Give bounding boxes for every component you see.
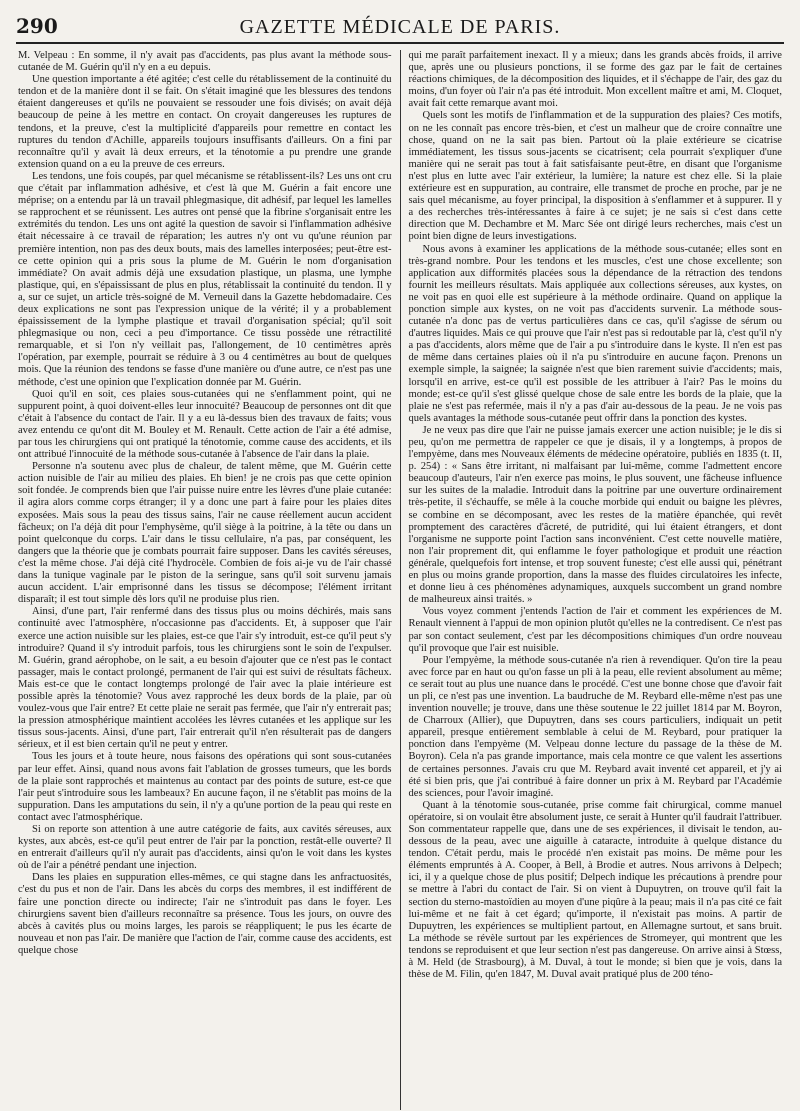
right-column [401,50,785,1110]
paragraph: Quoi qu'il en soit, ces plaies sous-cutanées qui ne s'enflamment point, qui ne suppurent point, à quoi doivent-elles leur innocuité? Beaucoup de personnes ont dit que c'était à l'absence du contact de l'air. Il y a eu là-dessus bien des travaux de faits; vous avez entendu ce qu'ont dit M. Bouley et M. Renault. Cette action de l'air a été admise, par tous les chirurgiens qui ont pratiqué la ténotomie, comme cause des accidents, et ils ont attribué l'innocuité de la méthode sous-cutanée à l'absence de l'air dans la plaie. [18,388,392,461]
paragraph: M. Velpeau : En somme, il n'y avait pas d'accidents, pas plus avant la méthode sous-cutanée de M. Guérin qu'il n'y en a eu depuis. [18,50,392,74]
paragraph: Les tendons, une fois coupés, par quel mécanisme se rétablissent-ils? Les uns ont cru que c'était par inflammation adhésive, et c'est là que M. Guérin a fait encore une méprise; on a entendu par là un travail phlegmasique, dit adhésif, par lequel les lamelles se rapprochent et se réunissent. Les autres ont pensé que la fibrine s'organisait entre les extrémités du tendon. Les uns ont agité la question de savoir si l'inflammation adhésive était nécessaire à ce travail de réparation; les autres n'y ont vu qu'une réunion par première intention, non pas des deux bouts, mais des lamelles interposées; peut-être est-ce cette opinion qui a pris sous la plume de M. Guérin le nom d'organisation immédiate? On avait admis déjà une exsudation plastique, un plasma, une lymphe plastique, qui, en s'épaississant de plus en plus, rétablissait la continuité du tendon. Il y a, sur ce sujet, un article très-soigné de M. Verneuil dans la Gazette hebdomadaire. Ces deux explications ne sont pas l'expression unique de la vérité; il y a probablement épaississement de la lymphe plastique et travail d'organisation spécial; qu'il soit phlegmasique ou non, ceci a peu d'importance. Ce tissu possède une rétractilité remarquable, et si l'on n'y veillait pas, l'allongement, de 10 centimètres après l'opération, par exemple, pourrait se réduire à 3 ou 4 centimètres au bout de quelques mois. Que la réunion des tendons se fasse d'une manière ou d'une autre, ce n'est pas une méthode, c'est une opinion que l'explication donnée par M. Guérin. [18,170,392,388]
article-columns [16,50,784,1110]
paragraph: Tous les jours et à toute heure, nous faisons des opérations qui sont sous-cutanées par leur effet. Ainsi, quand nous avons fait l'ablation de grosses tumeurs, que les bords de la plaie sont rapprochés et maintenus au contact par des points de suture, est-ce que l'air peut s'introduire sous les lambeaux? En aucune façon, il ne s'établit pas moins de la suppuration. Dans les amputations du sein, il n'y a qu'une portion de la peau qui reste en contact avec l'atmosphérique. [18,751,392,823]
paragraph: Si on reporte son attention à une autre catégorie de faits, aux cavités séreuses, aux kystes, aux abcès, est-ce qu'il peut entrer de l'air par la ponction, restât-elle ouverte? Il en entrerait d'ailleurs qu'il n'y aurait pas d'accidents, ainsi qu'on le voit dans les kystes où de l'air a pénétré pendant une injection. [18,824,392,872]
paragraph: Je ne veux pas dire que l'air ne puisse jamais exercer une action nuisible; je le dis si peu, qu'on me permettra de rappeler ce que je disais, il y a longtemps, à propos de l'empyème, dans mes Nouveaux éléments de médecine opératoire, publiés en 1835 (t. II, p. 254) : « Sans être irritant, ni malfaisant par lui-même, comme l'admettent encore beaucoup d'auteurs, l'air n'en exerce pas moins, le plus souvent, une fâcheuse influence sur les suites de la maladie. Introduit dans la poitrine par une ouverture ordinairement très-petite, il s'échauffe, se mêle à la couche morbide qui enduit ou baigne les plèvres, se combine en se décomposant, avec les restes de la matière épanchée, qui revêt promptement des caractères d'âcreté, de putridité, qui lui étaient étrangers, et dont l'organisme ne supporte point l'action sans inconvénient. C'est cette nouvelle matière, non l'air proprement dit, qui enflamme le foyer pathologique et produit une réaction générale, quelquefois fort intense, et trop souvent funeste; c'est elle aussi qui, pénétrant en plus ou moins grande proportion, dans la masse des fluides circulatoires les infecte, et donne lieu à ces phénomènes adynamiques, auxquels succombent un grand nombre de malheureux ainsi traités. » [408,424,782,606]
paragraph: Nous avons à examiner les applications de la méthode sous-cutanée; elles sont en très-grand nombre. Pour les tendons et les muscles, c'est une chose excellente; son application aux difformités placées sous la dépendance de la rétraction des tendons fournit les meilleurs résultats. Mais appliquée aux collections séreuses, aux kystes, on ne voit pas en quoi elle est supérieure à la méthode ordinaire. Quand on applique la ponction simple aux kystes, on ne voit pas d'accidents survenir. La méthode sous-cutanée n'a donc pas de vertus particulières dans ce cas, qu'il s'agisse de sérum ou d'autres liquides. Mais ce qui prouve que l'air n'est pas si redoutable par là, c'est qu'il n'y a pas d'accidents, alors même que de l'air a pu s'introduire dans le kyste. Il n'en est pas de même dans certaines plaies où il n'a pu s'introduire en aucune façon. Prenons un exemple simple, la saignée; la saignée n'est que bien rarement suivie d'accidents; mais, lorsqu'il en arrive, est-ce qu'il est possible de les attribuer à l'air? Pas le moins du monde; est-ce qu'il s'est glissé quelque chose de sale entre les bords de la plaie, que la plaie ne s'est pas refermée, mais il n'y a pas d'air au-dessous de la peau. Je ne vois pas quels avantages la méthode sous-cutanée peut offrir dans la ponction des kystes. [408,243,782,424]
page-header [16,14,784,44]
page-number: 290 [16,14,58,38]
paragraph: Une question importante a été agitée; c'est celle du rétablissement de la continuité du tendon et de la manière dont il se fait. On s'était imaginé que les blessures des tendons étaient dangereuses et qu'ils ne pouvaient se ressouder une fois divisés; on avait déjà beaucoup de peine à les mettre en contact. On croyait dangereuses les ruptures de tendons, et la preuve, c'est la multiplicité d'appareils pour remettre en contact les ruptures du tendon d'Achille, appareils toujours insuffisants d'ailleurs. On a fini par reconnaître qu'il y avait là deux erreurs, et la ténotomie a pu prendre une grande extension quand on a eu la preuve de ces erreurs. [18,74,392,170]
paragraph: Ainsi, d'une part, l'air renfermé dans des tissus plus ou moins déchirés, mais sans continuité avec l'atmosphère, n'occasionne pas d'accidents. Et, à supposer que l'air exerce une action nuisible sur les plaies, est-ce que l'air s'y introduit, est-ce qu'il peut s'y introduire? Quand il s'y introduit parfois, tous les chirurgiens sont le soin de l'expulser. M. Guérin, grand aérophobe, on le sait, a eu besoin d'ajouter que ce n'est pas le contact passager, mais le contact prolongé, permanent de l'air qui est suivi de résultats fâcheux. Mais est-ce que le contact longtemps prolongé de l'air avec la plaie intérieure est possible après la ténotomie? Vous avez rapproché les deux bords de la plaie, par où voulez-vous que l'air entre? Et cette plaie ne serait pas fermée, que l'air n'y entrerait pas; la pression atmosphérique maintient accolées les lèvres cutanées et les applique sur les tissus sous-jacents. Ainsi, d'une part, l'air entrerait qu'il n'en résulterait pas de dangers sérieux, et il est bien certain qu'il ne peut y entrer. [18,606,392,751]
left-column [16,50,400,1110]
paragraph: Quels sont les motifs de l'inflammation et de la suppuration des plaies? Ces motifs, on ne les connaît pas encore très-bien, et c'est un malheur que de croire connaître une chose, quand on ne la sait pas bien. Partout où la plaie extérieure se cicatrise immédiatement, les tissus sous-jacents se cicatrisent; cela pourrait s'expliquer d'une manière qui ne serait pas tout à fait satisfaisante peut-être, en disant que l'organisme n'est plus en lutte avec l'air extérieur, la lumière; la nature est chez elle. Si la plaie extérieure est en suppuration, au contraire, elle transmet de proche en proche, par je ne sais quel mécanisme, au foyer principal, la disposition à s'enflammer et à suppurer. Il y a des recherches très-intéressantes à faire à ce sujet; je ne sais si c'est dans cette direction que M. Dechambre et M. Marc Sée ont dirigé leurs recherches, mais c'est un point bien digne de leurs investigations. [408,110,782,243]
paragraph: Dans les plaies en suppuration elles-mêmes, ce qui stagne dans les anfractuosités, c'est du pus et non de l'air. Dans les abcès du corps des membres, il est indifférent de faire une ponction directe ou indirecte; l'air ne s'introduit pas dans le foyer. Les chirurgiens savent bien d'ailleurs reconnaître sa présence. Tous les jours, on ouvre des abcès à cavités plus ou moins larges, les parois se réappliquent; le pus les écarte de nouveau et non pas l'air. De manière que l'action de l'air, comme cause des accidents, est quelque chose [18,872,392,956]
paragraph: qui me paraît parfaitement inexact. Il y a mieux; dans les grands abcès froids, il arrive que, après une ou plusieurs ponctions, il se forme des gaz par le fait de certaines réactions chimiques, de la décomposition des liquides, et il s'échappe de l'air, des gaz du moins, d'un foyer où l'air n'a pas été introduit. Mon excellent maître et ami, M. Cloquet, avait fait cette remarque avant moi. [408,50,782,110]
paragraph: Pour l'empyème, la méthode sous-cutanée n'a rien à revendiquer. Qu'on tire la peau avec force par en haut ou qu'on fasse un pli à la peau, elle revient absolument au même; ce serait tout au plus une nuance dans le procédé. C'est une bonne chose que d'avoir fait un pli, ce n'est pas une invention. La baudruche de M. Reybard elle-même n'est pas une invention nouvelle; je trouve, dans une thèse soutenue le 22 juillet 1814 par M. Boyron, de Charroux (Allier), que Dupuytren, dans ses cours particuliers, indiquait un petit appareil, presque entièrement semblable à celui de M. Reybard, pour pratiquer la ponction dans l'empyème (M. Velpeau donne lecture du passage de la thèse de M. Boyron). Cela n'a pas grande importance, mais cela montre ce que valent les assertions de certaines personnes. J'avais cru que M. Reybard avait inventé cet appareil, et j'y ai été si bien pris, que j'ai contribué à faire donner un prix à M. Reybard par l'Académie des sciences, pour l'avoir imaginé. [408,654,782,799]
paragraph: Quant à la ténotomie sous-cutanée, prise comme fait chirurgical, comme manuel opératoire, si on voulait être absolument juste, ce serait à Hunter qu'il faudrait l'attribuer. Son commentateur rappelle que, dans une de ses expériences, il divisait le tendon, au-dessous de la peau, avec une aiguille à cataracte, introduite à quelque distance du tendon. C'était perdu, mais le procédé n'en existait pas moins. De même pour les éléments empruntés à A. Cooper, à Bell, à Brodie et autres. Nous arrivons à Delpech; ici, il y a quelque chose de plus positif; Delpech indique les précautions à prendre pour se mettre à l'abri du contact de l'air. Si on vient à Dupuytren, on trouve qu'il fait la section du sterno-mastoïdien au moyen d'une piqûre à la peau; mais il n'a pas cité ce fait lui-même et ne fait à cet égard; qu'importe, il n'existait pas moins. A partir de Dupuytren, les expériences se multiplient partout, en Allemagne surtout, et sans bruit. La méthode se révèle surtout par les expériences de Stromeyer, qui montrent que les tendons se reproduisent et que leur section n'est pas dangereuse. On arrive ainsi à Stœss, à M. Held (de Strasbourg), à M. Duval, à tout le monde; si bien que je vois, dans la thèse de M. Filin, qu'en 1847, M. Duval avait pratiqué plus de 200 téno- [408,799,782,981]
paragraph: Vous voyez comment j'entends l'action de l'air et comment les expériences de M. Renault viennent à l'appui de mon opinion plutôt qu'elles ne la contredisent. Ce n'est pas par son contact seulement, c'est par les décompositions chimiques d'un ordre nouveau qu'il provoque que l'air est nuisible. [408,606,782,654]
paragraph: Personne n'a soutenu avec plus de chaleur, de talent même, que M. Guérin cette action nuisible de l'air au milieu des plaies. Eh bien! je ne crois pas que cette opinion soit fondée. Je comprends bien que l'air puisse nuire entre les lèvres d'une plaie cutanée: il agira alors comme corps étranger; il y a donc une part à faire pour les plaies dites exposées. Mais sous la peau des tissus sains, l'air ne cause réellement aucun accident fâcheux; on l'a déjà dit pour l'emphysème, qu'il siège à la poitrine, à la tête ou dans un point quelconque du corps. L'air dans le tissu cellulaire, n'a pas, par conséquent, les dangers que la théorie que je combats pourrait faire supposer. Dans les cavités séreuses, c'est la même chose. J'ai déjà cité l'hydrocèle. Combien de fois ai-je vu de l'air chassé dans la tunique vaginale par le piston de la seringue, sans qu'il soit survenu jamais aucun accident. L'air emprisonné dans les tissus se décompose; l'élément irritant disparaît; il est tout simple dès lors qu'il ne produise plus rien. [18,461,392,606]
journal-title: GAZETTE MÉDICALE DE PARIS. [239,16,561,38]
